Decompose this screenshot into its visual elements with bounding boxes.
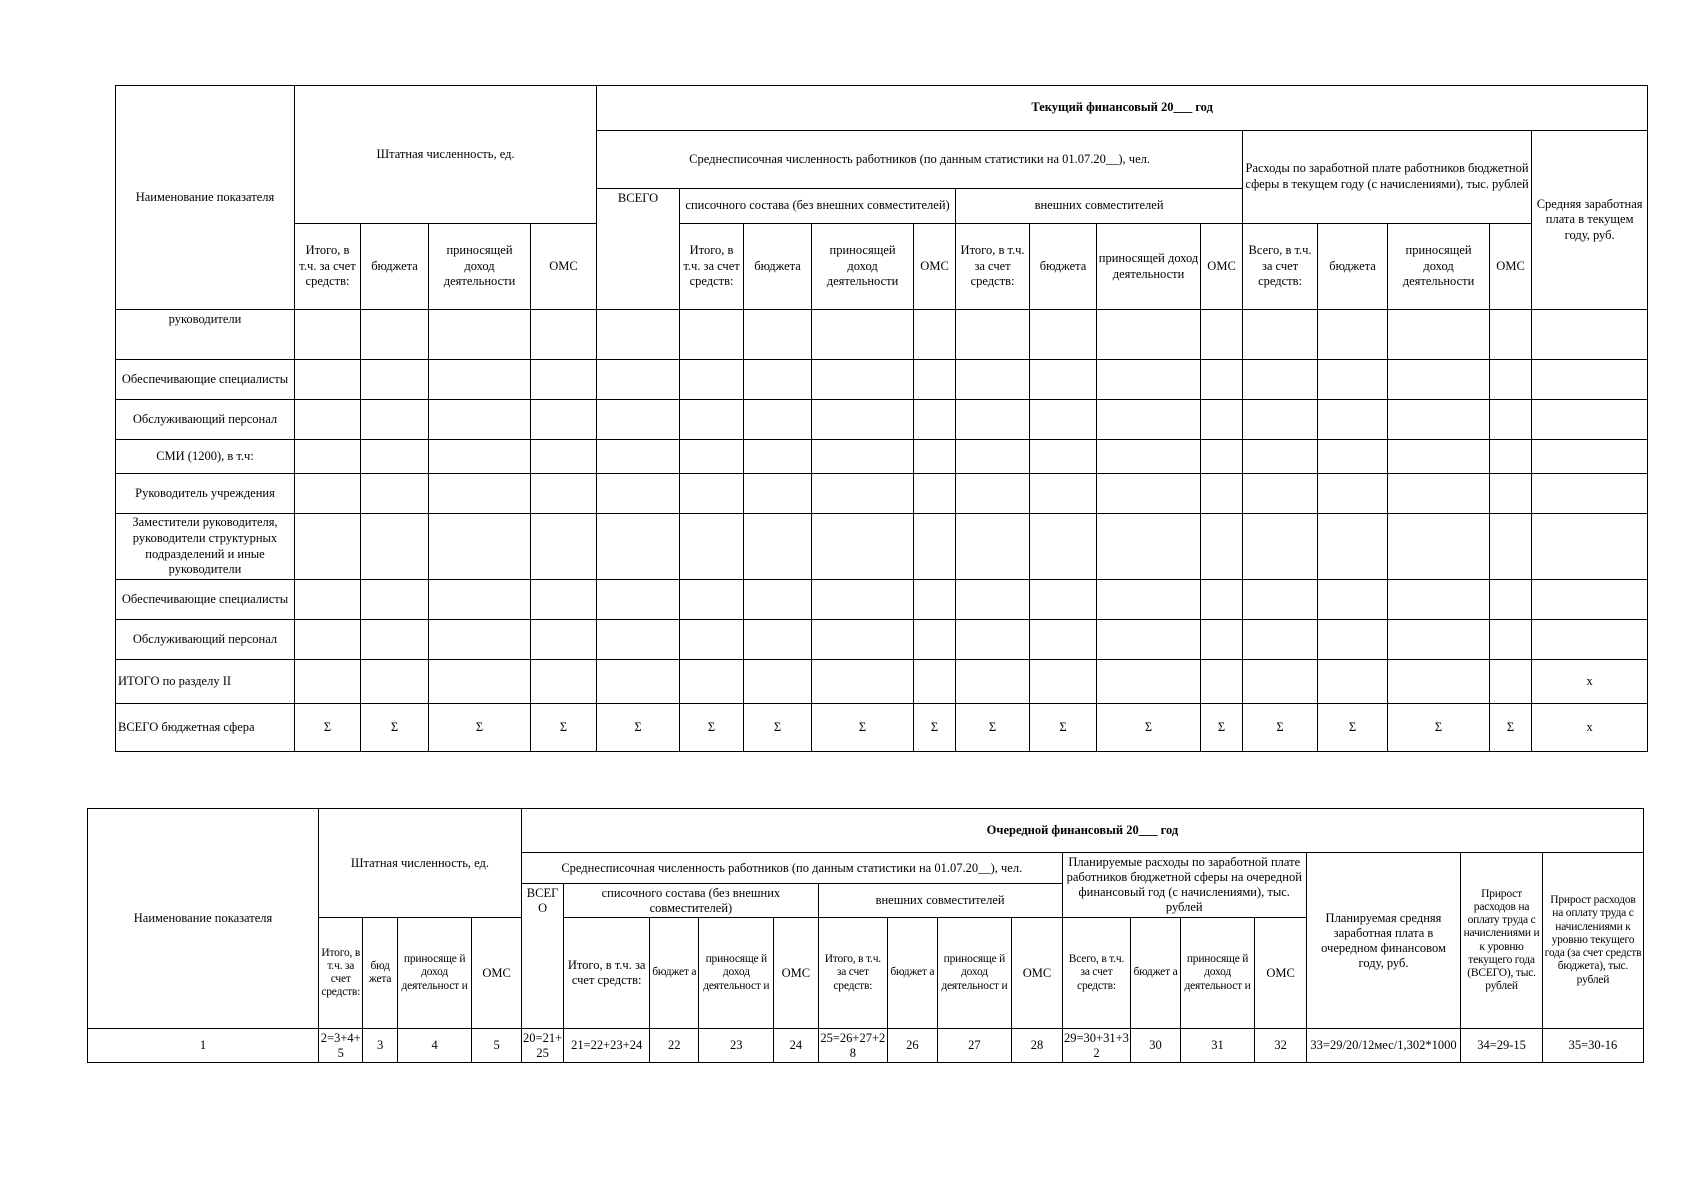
data-cell xyxy=(956,660,1030,704)
t2-header-payroll-income: приносяще й доход деятельност и xyxy=(1180,918,1255,1029)
table-row xyxy=(116,440,1648,474)
t2-header-payroll-total: Всего, в т.ч. за счет средств: xyxy=(1062,918,1131,1029)
data-cell xyxy=(597,514,680,580)
data-cell xyxy=(1243,660,1318,704)
data-cell xyxy=(1388,660,1490,704)
data-cell xyxy=(1097,580,1201,620)
t2-header-listed-income: приносяще й доход деятельност и xyxy=(699,918,774,1029)
table-row xyxy=(116,360,1648,400)
header-payroll-total: Всего, в т.ч. за счет средств: xyxy=(1243,224,1318,310)
data-cell xyxy=(956,310,1030,360)
sum-cell: Σ xyxy=(956,704,1030,752)
data-cell xyxy=(914,514,956,580)
data-cell xyxy=(1490,660,1532,704)
header-avg-salary: Средняя заработная плата в текущем году, руб. xyxy=(1532,131,1648,310)
header-external: внешних совместителей xyxy=(956,189,1243,224)
t2-header-ext-budget: бюджет а xyxy=(888,918,937,1029)
header-ext-oms: ОМС xyxy=(1201,224,1243,310)
avg-salary-cell xyxy=(1532,400,1648,440)
column-number-cell: 31 xyxy=(1180,1029,1255,1063)
data-cell xyxy=(361,660,429,704)
header-current-year: Текущий финансовый 20___ год xyxy=(597,86,1648,131)
data-cell xyxy=(1318,580,1388,620)
data-cell xyxy=(744,474,812,514)
data-cell xyxy=(680,660,744,704)
column-number-cell: 25=26+27+28 xyxy=(818,1029,888,1063)
table1-body xyxy=(116,310,1648,752)
avg-salary-cell xyxy=(1532,474,1648,514)
t2-header-payroll-budget: бюджет а xyxy=(1131,918,1180,1029)
t2-header-indicator-name: Наименование показателя xyxy=(88,809,319,1029)
avg-salary-cell: x xyxy=(1532,660,1648,704)
data-cell xyxy=(1490,360,1532,400)
data-cell xyxy=(531,620,597,660)
next-year-table xyxy=(87,808,1644,1063)
header-listed-total: Итого, в т.ч. за счет средств: xyxy=(680,224,744,310)
t2-header-staff-budget: бюд жета xyxy=(363,918,397,1029)
data-cell xyxy=(680,580,744,620)
data-cell xyxy=(1388,474,1490,514)
data-cell xyxy=(1030,440,1097,474)
t2-header-planned-salary: Планируемая средняя заработная плата в очередном финансовом году, руб. xyxy=(1306,853,1460,1029)
data-cell xyxy=(429,514,531,580)
data-cell xyxy=(956,474,1030,514)
data-cell xyxy=(429,660,531,704)
data-cell xyxy=(914,400,956,440)
data-cell xyxy=(914,660,956,704)
data-cell xyxy=(1388,620,1490,660)
data-cell xyxy=(1318,660,1388,704)
data-cell xyxy=(1030,360,1097,400)
data-cell xyxy=(1318,620,1388,660)
data-cell xyxy=(1097,440,1201,474)
data-cell xyxy=(812,514,914,580)
data-cell xyxy=(812,474,914,514)
data-cell xyxy=(429,620,531,660)
header-staff-total: Итого, в т.ч. за счет средств: xyxy=(295,224,361,310)
data-cell xyxy=(295,310,361,360)
data-cell xyxy=(680,400,744,440)
table-row xyxy=(116,514,1648,580)
data-cell xyxy=(1030,580,1097,620)
data-cell xyxy=(597,440,680,474)
data-cell xyxy=(1388,310,1490,360)
data-cell xyxy=(1201,660,1243,704)
data-cell xyxy=(295,514,361,580)
sum-cell: Σ xyxy=(1030,704,1097,752)
data-cell xyxy=(812,580,914,620)
t2-header-avg-count: Среднесписочная численность работников (по данным статистики на 01.07.20__), чел. xyxy=(521,853,1062,884)
data-cell xyxy=(597,660,680,704)
data-cell xyxy=(361,620,429,660)
column-number-cell: 32 xyxy=(1255,1029,1306,1063)
header-listed-oms: ОМС xyxy=(914,224,956,310)
data-cell xyxy=(1243,400,1318,440)
column-number-cell: 4 xyxy=(397,1029,472,1063)
data-cell xyxy=(1490,310,1532,360)
avg-salary-cell xyxy=(1532,310,1648,360)
data-cell xyxy=(531,360,597,400)
avg-salary-cell xyxy=(1532,580,1648,620)
data-cell xyxy=(597,310,680,360)
data-cell xyxy=(1030,400,1097,440)
row-label: СМИ (1200), в т.ч: xyxy=(116,440,295,474)
header-ext-total: Итого, в т.ч. за счет средств: xyxy=(956,224,1030,310)
data-cell xyxy=(1490,440,1532,474)
data-cell xyxy=(956,440,1030,474)
data-cell xyxy=(956,620,1030,660)
data-cell xyxy=(1030,310,1097,360)
t2-header-ext-oms: ОМС xyxy=(1012,918,1062,1029)
column-number-cell: 21=22+23+24 xyxy=(564,1029,650,1063)
data-cell xyxy=(744,580,812,620)
data-cell xyxy=(1201,310,1243,360)
data-cell xyxy=(914,440,956,474)
header-ext-income: приносящей доход деятельности xyxy=(1097,224,1201,310)
table-row xyxy=(116,660,1648,704)
t2-header-ext-total: Итого, в т.ч. за счет средств: xyxy=(818,918,888,1029)
data-cell xyxy=(295,400,361,440)
data-cell xyxy=(1201,514,1243,580)
data-cell xyxy=(680,440,744,474)
header-avg-count: Среднесписочная численность работников (по данным статистики на 01.07.20__), чел. xyxy=(597,131,1243,189)
t2-header-staff-oms: ОМС xyxy=(472,918,521,1029)
sum-cell: Σ xyxy=(1097,704,1201,752)
sum-cell: Σ xyxy=(914,704,956,752)
data-cell xyxy=(1388,400,1490,440)
row-label: Заместители руководителя, руководители структурных подразделений и иные руководители xyxy=(116,514,295,580)
sum-cell: Σ xyxy=(1388,704,1490,752)
row-label: Обслуживающий персонал xyxy=(116,620,295,660)
total-row xyxy=(116,704,1648,752)
total-avg-salary-cell: x xyxy=(1532,704,1648,752)
data-cell xyxy=(1030,620,1097,660)
data-cell xyxy=(956,514,1030,580)
data-cell xyxy=(914,360,956,400)
sum-cell: Σ xyxy=(429,704,531,752)
data-cell xyxy=(1243,360,1318,400)
data-cell xyxy=(1243,580,1318,620)
data-cell xyxy=(295,660,361,704)
data-cell xyxy=(1490,400,1532,440)
data-cell xyxy=(597,580,680,620)
t2-header-staff-count: Штатная численность, ед. xyxy=(319,809,522,918)
total-row-label: ВСЕГО бюджетная сфера xyxy=(116,704,295,752)
current-year-table xyxy=(115,85,1648,752)
data-cell xyxy=(1201,400,1243,440)
data-cell xyxy=(680,474,744,514)
column-number-cell: 28 xyxy=(1012,1029,1062,1063)
data-cell xyxy=(597,400,680,440)
data-cell xyxy=(429,474,531,514)
sum-cell: Σ xyxy=(361,704,429,752)
column-number-cell: 2=3+4+5 xyxy=(319,1029,363,1063)
data-cell xyxy=(1097,660,1201,704)
data-cell xyxy=(1318,440,1388,474)
sum-cell: Σ xyxy=(1201,704,1243,752)
sum-cell: Σ xyxy=(531,704,597,752)
header-listed: списочного состава (без внешних совместителей) xyxy=(680,189,956,224)
data-cell xyxy=(744,440,812,474)
data-cell xyxy=(361,360,429,400)
sum-cell: Σ xyxy=(1243,704,1318,752)
data-cell xyxy=(597,620,680,660)
table-row xyxy=(116,580,1648,620)
data-cell xyxy=(1201,440,1243,474)
column-number-cell: 1 xyxy=(88,1029,319,1063)
column-number-cell: 26 xyxy=(888,1029,937,1063)
row-label: Обслуживающий персонал xyxy=(116,400,295,440)
data-cell xyxy=(744,620,812,660)
data-cell xyxy=(1490,474,1532,514)
data-cell xyxy=(1201,360,1243,400)
header-staff-count: Штатная численность, ед. xyxy=(295,86,597,224)
data-cell xyxy=(956,400,1030,440)
t2-header-listed-budget: бюджет а xyxy=(650,918,699,1029)
data-cell xyxy=(361,400,429,440)
data-cell xyxy=(1097,400,1201,440)
data-cell xyxy=(914,310,956,360)
data-cell xyxy=(812,440,914,474)
data-cell xyxy=(361,440,429,474)
sum-cell: Σ xyxy=(295,704,361,752)
t2-header-listed-total: Итого, в т.ч. за счет средств: xyxy=(564,918,650,1029)
data-cell xyxy=(1097,474,1201,514)
data-cell xyxy=(1388,360,1490,400)
avg-salary-cell xyxy=(1532,514,1648,580)
header-payroll-income: приносящей доход деятельности xyxy=(1388,224,1490,310)
header-staff-budget: бюджета xyxy=(361,224,429,310)
t2-header-external: внешних совместителей xyxy=(818,884,1062,918)
data-cell xyxy=(1201,580,1243,620)
data-cell xyxy=(531,514,597,580)
header-staff-income: приносящей доход деятельности xyxy=(429,224,531,310)
data-cell xyxy=(1318,514,1388,580)
data-cell xyxy=(1097,310,1201,360)
data-cell xyxy=(295,474,361,514)
data-cell xyxy=(1388,580,1490,620)
data-cell xyxy=(744,310,812,360)
data-cell xyxy=(295,440,361,474)
data-cell xyxy=(1243,620,1318,660)
column-number-cell: 29=30+31+32 xyxy=(1062,1029,1131,1063)
data-cell xyxy=(1243,310,1318,360)
column-number-cell: 23 xyxy=(699,1029,774,1063)
t2-header-planned-payroll: Планируемые расходы по заработной плате работников бюджетной сферы на очередной финансовый год (с начислениями), тыс. рублей xyxy=(1062,853,1306,918)
column-number-cell: 5 xyxy=(472,1029,521,1063)
data-cell xyxy=(295,580,361,620)
data-cell xyxy=(1097,360,1201,400)
row-label: Руководитель учреждения xyxy=(116,474,295,514)
header-indicator-name: Наименование показателя xyxy=(116,86,295,310)
data-cell xyxy=(956,580,1030,620)
column-number-cell: 24 xyxy=(774,1029,818,1063)
data-cell xyxy=(1490,580,1532,620)
avg-salary-cell xyxy=(1532,440,1648,474)
data-cell xyxy=(295,360,361,400)
data-cell xyxy=(1388,440,1490,474)
data-cell xyxy=(744,360,812,400)
data-cell xyxy=(597,360,680,400)
data-cell xyxy=(1490,514,1532,580)
avg-salary-cell xyxy=(1532,620,1648,660)
row-label: руководители xyxy=(116,310,295,360)
row-label: Обеспечивающие специалисты xyxy=(116,360,295,400)
header-ext-budget: бюджета xyxy=(1030,224,1097,310)
column-number-cell: 22 xyxy=(650,1029,699,1063)
data-cell xyxy=(1318,360,1388,400)
data-cell xyxy=(680,310,744,360)
header-payroll-oms: ОМС xyxy=(1490,224,1532,310)
header-payroll: Расходы по заработной плате работников бюджетной сферы в текущем году (с начислениями), тыс. рублей xyxy=(1243,131,1532,224)
data-cell xyxy=(680,514,744,580)
data-cell xyxy=(1490,620,1532,660)
t2-header-vsego: ВСЕГ О xyxy=(521,884,563,1029)
sum-cell: Σ xyxy=(812,704,914,752)
table-row xyxy=(116,620,1648,660)
column-number-cell: 20=21+25 xyxy=(521,1029,563,1063)
header-payroll-budget: бюджета xyxy=(1318,224,1388,310)
data-cell xyxy=(361,474,429,514)
data-cell xyxy=(429,360,531,400)
t2-header-staff-total: Итого, в т.ч. за счет средств: xyxy=(319,918,363,1029)
header-listed-budget: бюджета xyxy=(744,224,812,310)
column-number-cell: 3 xyxy=(363,1029,397,1063)
data-cell xyxy=(1030,660,1097,704)
data-cell xyxy=(1243,514,1318,580)
data-cell xyxy=(914,474,956,514)
sum-cell: Σ xyxy=(597,704,680,752)
data-cell xyxy=(1388,514,1490,580)
data-cell xyxy=(744,514,812,580)
data-cell xyxy=(531,660,597,704)
data-cell xyxy=(744,400,812,440)
data-cell xyxy=(429,310,531,360)
data-cell xyxy=(1318,310,1388,360)
data-cell xyxy=(361,310,429,360)
sum-cell: Σ xyxy=(1318,704,1388,752)
data-cell xyxy=(1030,514,1097,580)
data-cell xyxy=(1318,474,1388,514)
header-staff-oms: ОМС xyxy=(531,224,597,310)
table-row xyxy=(116,474,1648,514)
data-cell xyxy=(1201,620,1243,660)
data-cell xyxy=(1030,474,1097,514)
sum-cell: Σ xyxy=(1490,704,1532,752)
data-cell xyxy=(531,580,597,620)
data-cell xyxy=(1201,474,1243,514)
t2-header-ext-income: приносяще й доход деятельност и xyxy=(937,918,1012,1029)
sum-cell: Σ xyxy=(680,704,744,752)
column-number-cell: 35=30-16 xyxy=(1542,1029,1643,1063)
data-cell xyxy=(361,514,429,580)
t2-header-listed: списочного состава (без внешних совместителей) xyxy=(564,884,818,918)
t2-header-listed-oms: ОМС xyxy=(774,918,818,1029)
data-cell xyxy=(812,360,914,400)
table-row xyxy=(116,400,1648,440)
t2-header-next-year: Очередной финансовый 20___ год xyxy=(521,809,1643,853)
column-numbers-row xyxy=(88,1029,1644,1063)
data-cell xyxy=(1318,400,1388,440)
sum-cell: Σ xyxy=(744,704,812,752)
header-vsego: ВСЕГО xyxy=(597,189,680,310)
column-number-cell: 34=29-15 xyxy=(1461,1029,1543,1063)
avg-salary-cell xyxy=(1532,360,1648,400)
data-cell xyxy=(680,620,744,660)
data-cell xyxy=(914,620,956,660)
data-cell xyxy=(812,660,914,704)
t2-header-staff-income: приносяще й доход деятельност и xyxy=(397,918,472,1029)
data-cell xyxy=(1097,620,1201,660)
column-number-cell: 33=29/20/12мес/1,302*1000 xyxy=(1306,1029,1460,1063)
data-cell xyxy=(429,440,531,474)
t2-header-payroll-oms: ОМС xyxy=(1255,918,1306,1029)
data-cell xyxy=(744,660,812,704)
data-cell xyxy=(531,400,597,440)
t2-header-growth-total: Прирост расходов на оплату труда с начислениями и к уровню текущего года (ВСЕГО), тыс. рублей xyxy=(1461,853,1543,1029)
column-number-cell: 30 xyxy=(1131,1029,1180,1063)
data-cell xyxy=(914,580,956,620)
data-cell xyxy=(429,400,531,440)
data-cell xyxy=(597,474,680,514)
row-label: ИТОГО по разделу II xyxy=(116,660,295,704)
data-cell xyxy=(812,310,914,360)
data-cell xyxy=(680,360,744,400)
table-row xyxy=(116,310,1648,360)
data-cell xyxy=(1243,474,1318,514)
data-cell xyxy=(956,360,1030,400)
t2-header-growth-budget: Прирост расходов на оплату труда с начислениями к уровню текущего года (за счет средств бюджета), тыс. рублей xyxy=(1542,853,1643,1029)
data-cell xyxy=(531,474,597,514)
data-cell xyxy=(812,620,914,660)
column-number-cell: 27 xyxy=(937,1029,1012,1063)
data-cell xyxy=(1243,440,1318,474)
row-label: Обеспечивающие специалисты xyxy=(116,580,295,620)
data-cell xyxy=(531,310,597,360)
data-cell xyxy=(429,580,531,620)
data-cell xyxy=(295,620,361,660)
data-cell xyxy=(1097,514,1201,580)
data-cell xyxy=(812,400,914,440)
data-cell xyxy=(361,580,429,620)
header-listed-income: приносящей доход деятельности xyxy=(812,224,914,310)
data-cell xyxy=(531,440,597,474)
